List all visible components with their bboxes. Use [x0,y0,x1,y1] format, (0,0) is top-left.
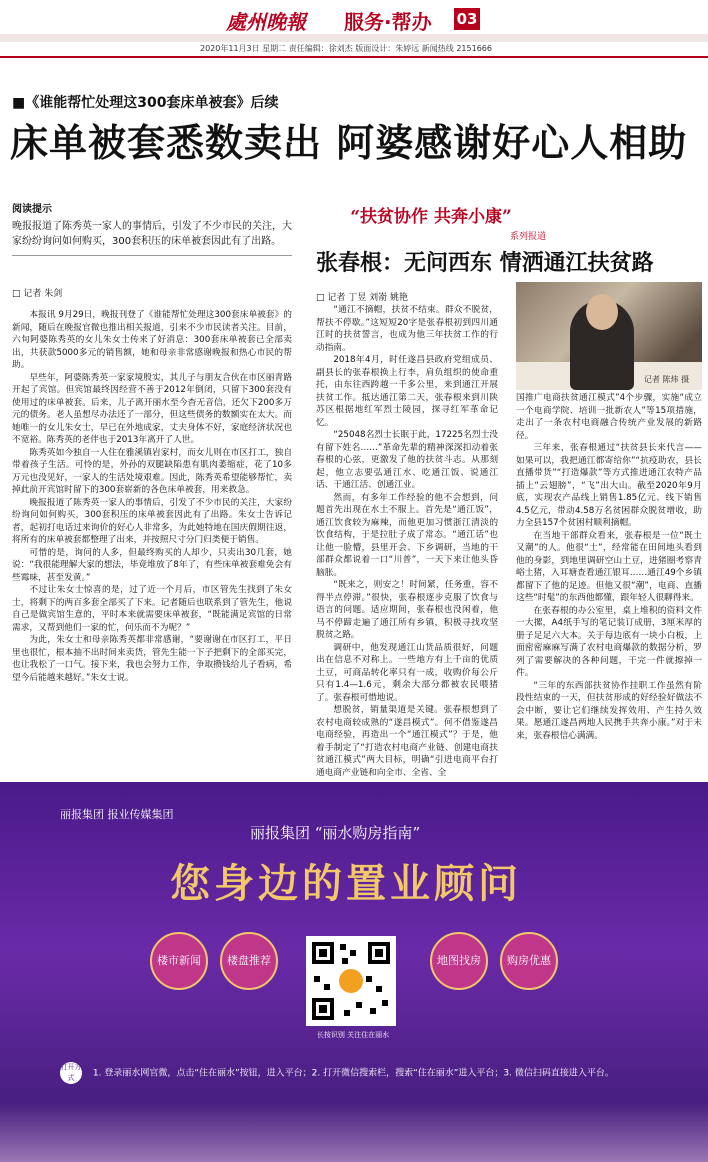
paragraph: 可惜的是，询问的人多，但最终购买的人却少，只卖出30几套，她说：“我很能理解大家的想法，毕竟堆放了8年了，有些床单被套难免会有些霉味，甚至发黄。” [12,547,292,583]
ad-button-offers[interactable]: 购房优惠 [500,932,558,990]
article1-body [12,309,292,684]
paragraph: 三年来，张春根通过“扶贫县长来代言——如果可以，我把通江都寄给你”“抗疫助农，县长直播带货”“打造爆款”等方式推进通江农特产品插上“云翅膀”，“飞”出大山。截至2020年9月底，实现农产品线上销售1.85亿元、线下销售4.5亿元，带动4.58万名贫困群众脱贫增收，助力全县157个贫困村顺利摘帽。 [516,443,702,528]
paragraph: 在当地干部群众看来，张春根是一位“既土又潮”的人。他很“土”，经常能在田间地头看到他的身影，到地里调研空山土豆，进猪圈考察青峪土猪，入耳塘查看通江银耳……通江49个乡镇都留下了他的足迹。但他又很“潮”，电商、直播这些“时髦”的东西他都懂，跟年轻人很聊得来。 [516,530,702,603]
paragraph: “三年的东西部扶贫协作挂职工作虽然有阶段性结束的一天，但扶贫形成的好经验好做法不会中断，要让它们继续发挥效用、产生持久效果。愿通江遂昌两地人民携手共奔小康。”对于未来，张春根信心满满。 [516,680,702,741]
paragraph: “通江不摘帽，扶贫不结束。群众不脱贫，帮扶不停歇。”这短短20字是张春根初到四川通江时的扶贫誓言，也成为他三年扶贫工作的行动指南。 [316,305,498,353]
paragraph: 陈秀英如今独自一人住在雅溪镇岩家村，而女儿则在市区打工，独自带着孩子生活。可怜的是，外孙的双腿缺陷患有肌肉萎缩症，花了10多万元也没见好，一家人的生活处境艰难。因此，陈秀英希望能够帮忙，卖掉此前开宾馆时留下的300套崭新的各色床单被套，用来救急。 [12,447,292,495]
section-title: 服务·帮办 [344,10,432,34]
article-headline: 床单被套悉数卖出 阿婆感谢好心人相助 [10,120,688,165]
paragraph: 然而，有多年工作经验的他不会想到，问题首先出现在水土不服上。首先是“通江饭”，通江饮食较为麻辣，而他更加习惯浙江清淡的饮食结构，于是拉肚子成了常态。“通江话”也让他一脸懵，县里开会、下乡调研，当地的干部群众都说着一口“川普”，一天下来让他头昏脑胀。 [316,492,498,578]
series-subtitle: 系列报道 [509,232,546,242]
article-kicker: ■《谁能帮忙处理这300套床单被套》后续 [12,95,279,111]
paragraph: 晚报报道了陈秀英一家人的事情后，引发了不少市民的关注，大家纷纷询问如何购买，300套积压的床单被套因此有了出路。朱女士告诉记者，起初打电话过来询价的好心人非常多，为此她特地在国庆假期往返，将所有的床单被套都整理了出来，并按照尺寸分门归类便于销售。 [12,497,292,545]
paragraph: 不过让朱女士惊喜的是，过了近一个月后，市区管先生找到了朱女士，将剩下的两百多套全部买了下来。记者随后也联系到了管先生，他说自己是做宾馆生意的，平时本来就需要床单被套，“既能满足宾馆的日常需求，又帮到他们一家的忙，何乐而不为呢？” [12,585,292,633]
series-banner [316,202,546,242]
ad-button-recommend[interactable]: 楼盘推荐 [220,932,278,990]
masthead-band [0,34,708,42]
ad-main-title: 您身边的置业顾问 [170,860,522,907]
article2-column-1 [316,300,498,779]
series-title: “扶贫协作 共奔小康” [350,207,512,227]
paragraph: 早些年，阿婆陈秀英一家家境殷实，其儿子与朋友合伙在市区丽青路开起了宾馆。但宾馆最终因经营不善于2012年倒闭，只留下300套没有使用过的床单被套。后来，儿子离开丽水至今杳无音信，还欠下200多万元的债务。老人虽想尽办法还了一部分，但这些债务的数额实在太大。而她唯一的女儿朱女士，早已在外地成家，丈夫身体不好，家庭经济状况也不宽裕。陈秀英的老伴也于2013年离开了人世。 [12,372,292,445]
ad-logo: 丽报集团 报业传媒集团 [60,808,174,821]
paragraph: 为此，朱女士和母亲陈秀英都非常感谢，“要谢谢在市区打工，平日里也很忙，根本抽不出时间来卖货，管先生能一下子把剩下的全部买完，也让我松了一口气。接下来，我也会努力工作，争取攒钱给儿子看病，希望今后能越来越好。”朱女士说。 [12,635,292,683]
qr-label: 长按识别 关注住在丽水 [316,1031,390,1039]
instructions-text: 1. 登录丽水网官微，点击“住在丽水”按钮，进入平台；2. 打开微信搜索栏，搜索“住在丽水”进入平台；3. 微信扫码直接进入平台。 [92,1068,614,1079]
paragraph: 想脱贫，销量渠道是关键。张春根想到了农村电商较成熟的“遂昌模式”。何不借鉴遂昌电商经验，再造出一个“通江模式”？于是，他着手制定了“打造农村电商产业链、创建电商扶贫通江模式”两大目标，明确“引进电商平台打通电商产业链和向全市、全省、全 [316,705,498,778]
article2-column-2 [516,392,702,742]
qr-code-icon [306,936,396,1026]
paragraph: 本报讯 9月29日，晚报刊登了《谁能帮忙处理这300套床单被套》的新闻，随后在晚报官微也推出相关报道，引来不少市民读者关注。目前，六旬阿婆陈秀英的女儿朱女士传来了好消息：300套床单被套已全部卖出，共获款5000多元的销售额，她和母亲非常感谢晚报和热心市民的帮助。 [12,310,292,370]
instructions-tag: 打开方式 [60,1063,82,1082]
lede-text: 晚报报道了陈秀英一家人的事情后，引发了不少市民的关注，大家纷纷询问如何购买，300套积压的床单被套因此有了出路。 [12,219,292,256]
article2-byline: □ 记者 丁昱 刘嵛 姚艳 [316,293,408,303]
paragraph: 调研中，他发现通江山货品质很好，问题出在信息不对称上。一些地方有上千亩的优质土豆，可商品转化率只有一成，收购价每公斤只有1.4—1.6元，剩余大部分都被农民喂猪了。张春根可惜地说。 [316,642,498,703]
paragraph: “25048名烈士长眠于此，17225名烈士没有留下姓名……”革命先辈的精神深深扣动着张春根的心弦，更激发了他的扶贫斗志。从那刻起，他立志要弘通江水、吃通江饭、说通江话、干通江活、创通江业。 [316,430,498,490]
masthead-rule [0,56,708,58]
dateline: 2020年11月3日 星期二 责任编辑：徐刘杰 版面设计：朱婷远 新闻热线 2151666 [200,44,492,53]
photo-credit: 记者 陈炜 摄 [644,375,690,384]
paragraph: “既来之，则安之！时间紧，任务重，容不得半点停滞。”很快，张春根逐步克服了饮食与语言的问题。适应期间，张春根也没闲着，他马不停蹄走遍了通江所有乡镇，积极寻找攻坚脱贫之路。 [316,580,498,640]
photo-face [586,294,618,330]
advertisement [0,782,708,1162]
article1-column [12,200,292,684]
ad-button-news[interactable]: 楼市新闻 [150,932,208,990]
ad-instructions [60,1062,650,1084]
qr-code[interactable] [306,936,396,1026]
news-photo [516,282,702,390]
ad-tagline: 丽报集团 “丽水购房指南” [250,824,421,842]
lede-heading: 阅读提示 [12,204,52,215]
page-number: 03 [454,8,480,30]
newspaper-brand: 處州晚報 [226,10,306,34]
city-skyline [0,1102,708,1162]
article1-byline: □ 记者 朱剑 [12,289,63,299]
paragraph: 2018年4月，时任遂昌县政府党组成员、副县长的张春根换上行李，肩负组织的使命重托，由东往西跨越一千多公里，来到通江开展扶贫工作。抵达通江第二天，张春根来到川陕苏区根据地红军烈士陵园，探寻红军革命记忆。 [316,355,498,428]
paragraph: 在张春根的办公室里，桌上堆积的资料文件一大摞，A4纸手写的笔记装订成册，3厘米厚的册子足足六大本。关于每边底有一块小白板，上面密密麻麻写满了农村电商爆款的数据分析，罗列了需要解决的各种问题，干完一件就擦掉一件。 [516,605,702,678]
article2-headline: 张春根：无问西东 情洒通江扶贫路 [316,250,654,276]
ad-button-map[interactable]: 地图找房 [430,932,488,990]
paragraph: 国推广电商扶贫通江模式”4个步骤，实施“成立一个电商学院、培训一批新农人”等15项措施，走出了一条农村电商融合传统产业发展的新路径。 [516,393,702,441]
